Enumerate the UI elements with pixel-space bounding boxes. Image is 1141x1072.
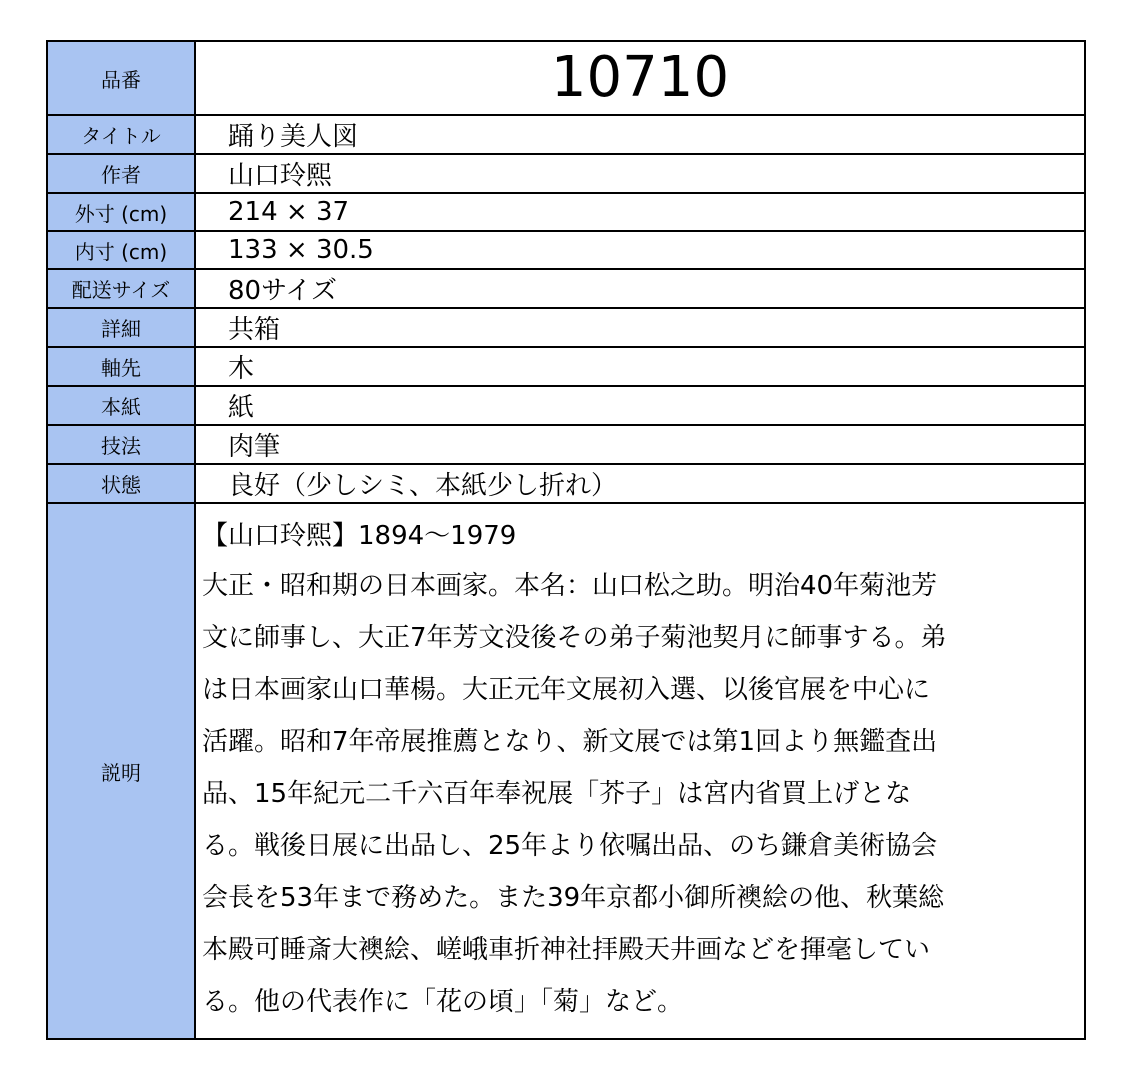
description-label: 説明 — [47, 503, 195, 1039]
inner-size-label: 内寸 (cm) — [47, 231, 195, 269]
title-value: 踊り美人図 — [195, 115, 1085, 154]
shipping-size-value: 80サイズ — [195, 269, 1085, 308]
artist-row — [47, 154, 1085, 193]
item-number-label: 品番 — [47, 41, 195, 115]
technique-label: 技法 — [47, 425, 195, 464]
description-line: は日本画家山口華楊。大正元年文展初入選、以後官展を中心に — [202, 675, 931, 705]
description-line: 活躍。昭和7年帝展推薦となり、新文展では第1回より無鑑査出 — [202, 727, 938, 757]
item-number-row — [47, 41, 1085, 115]
description-line: 文に師事し、大正7年芳文没後その弟子菊池契月に師事する。弟 — [202, 623, 947, 653]
item-number-value: 10710 — [195, 41, 1085, 115]
description-line: 品、15年紀元二千六百年奉祝展「芥子」は宮内省買上げとな — [202, 779, 912, 809]
outer-size-value: 214 × 37 — [195, 193, 1085, 231]
description-row — [47, 503, 1085, 1039]
roller-end-label: 軸先 — [47, 347, 195, 386]
item-spec-table — [46, 40, 1086, 1040]
outer-size-label: 外寸 (cm) — [47, 193, 195, 231]
technique-value: 肉筆 — [195, 425, 1085, 464]
roller-end-row — [47, 347, 1085, 386]
paper-row — [47, 386, 1085, 425]
condition-label: 状態 — [47, 464, 195, 503]
shipping-size-row — [47, 269, 1085, 308]
description-line: 大正・昭和期の日本画家。本名：山口松之助。明治40年菊池芳 — [202, 571, 938, 601]
paper-label: 本紙 — [47, 386, 195, 425]
description-line: る。戦後日展に出品し、25年より依嘱出品、のち鎌倉美術協会 — [202, 831, 938, 861]
technique-row — [47, 425, 1085, 464]
paper-value: 紙 — [195, 386, 1085, 425]
details-label: 詳細 — [47, 308, 195, 347]
inner-size-row — [47, 231, 1085, 269]
description-heading: 【山口玲熙】1894〜1979 — [202, 521, 517, 551]
artist-value: 山口玲熙 — [195, 154, 1085, 193]
outer-size-row — [47, 193, 1085, 231]
description-line: 本殿可睡斎大襖絵、嵯峨車折神社拝殿天井画などを揮毫してい — [202, 935, 931, 965]
description-line: る。他の代表作に「花の頃」「菊」など。 — [202, 987, 684, 1017]
details-value: 共箱 — [195, 308, 1085, 347]
artist-label: 作者 — [47, 154, 195, 193]
condition-value: 良好（少しシミ、本紙少し折れ） — [195, 464, 1085, 503]
shipping-size-label: 配送サイズ — [47, 269, 195, 308]
description-line: 会長を53年まで務めた。また39年京都小御所襖絵の他、秋葉総 — [202, 883, 945, 913]
title-row — [47, 115, 1085, 154]
inner-size-value: 133 × 30.5 — [195, 231, 1085, 269]
description-text — [195, 503, 1085, 1039]
details-row — [47, 308, 1085, 347]
title-label: タイトル — [47, 115, 195, 154]
roller-end-value: 木 — [195, 347, 1085, 386]
condition-row — [47, 464, 1085, 503]
